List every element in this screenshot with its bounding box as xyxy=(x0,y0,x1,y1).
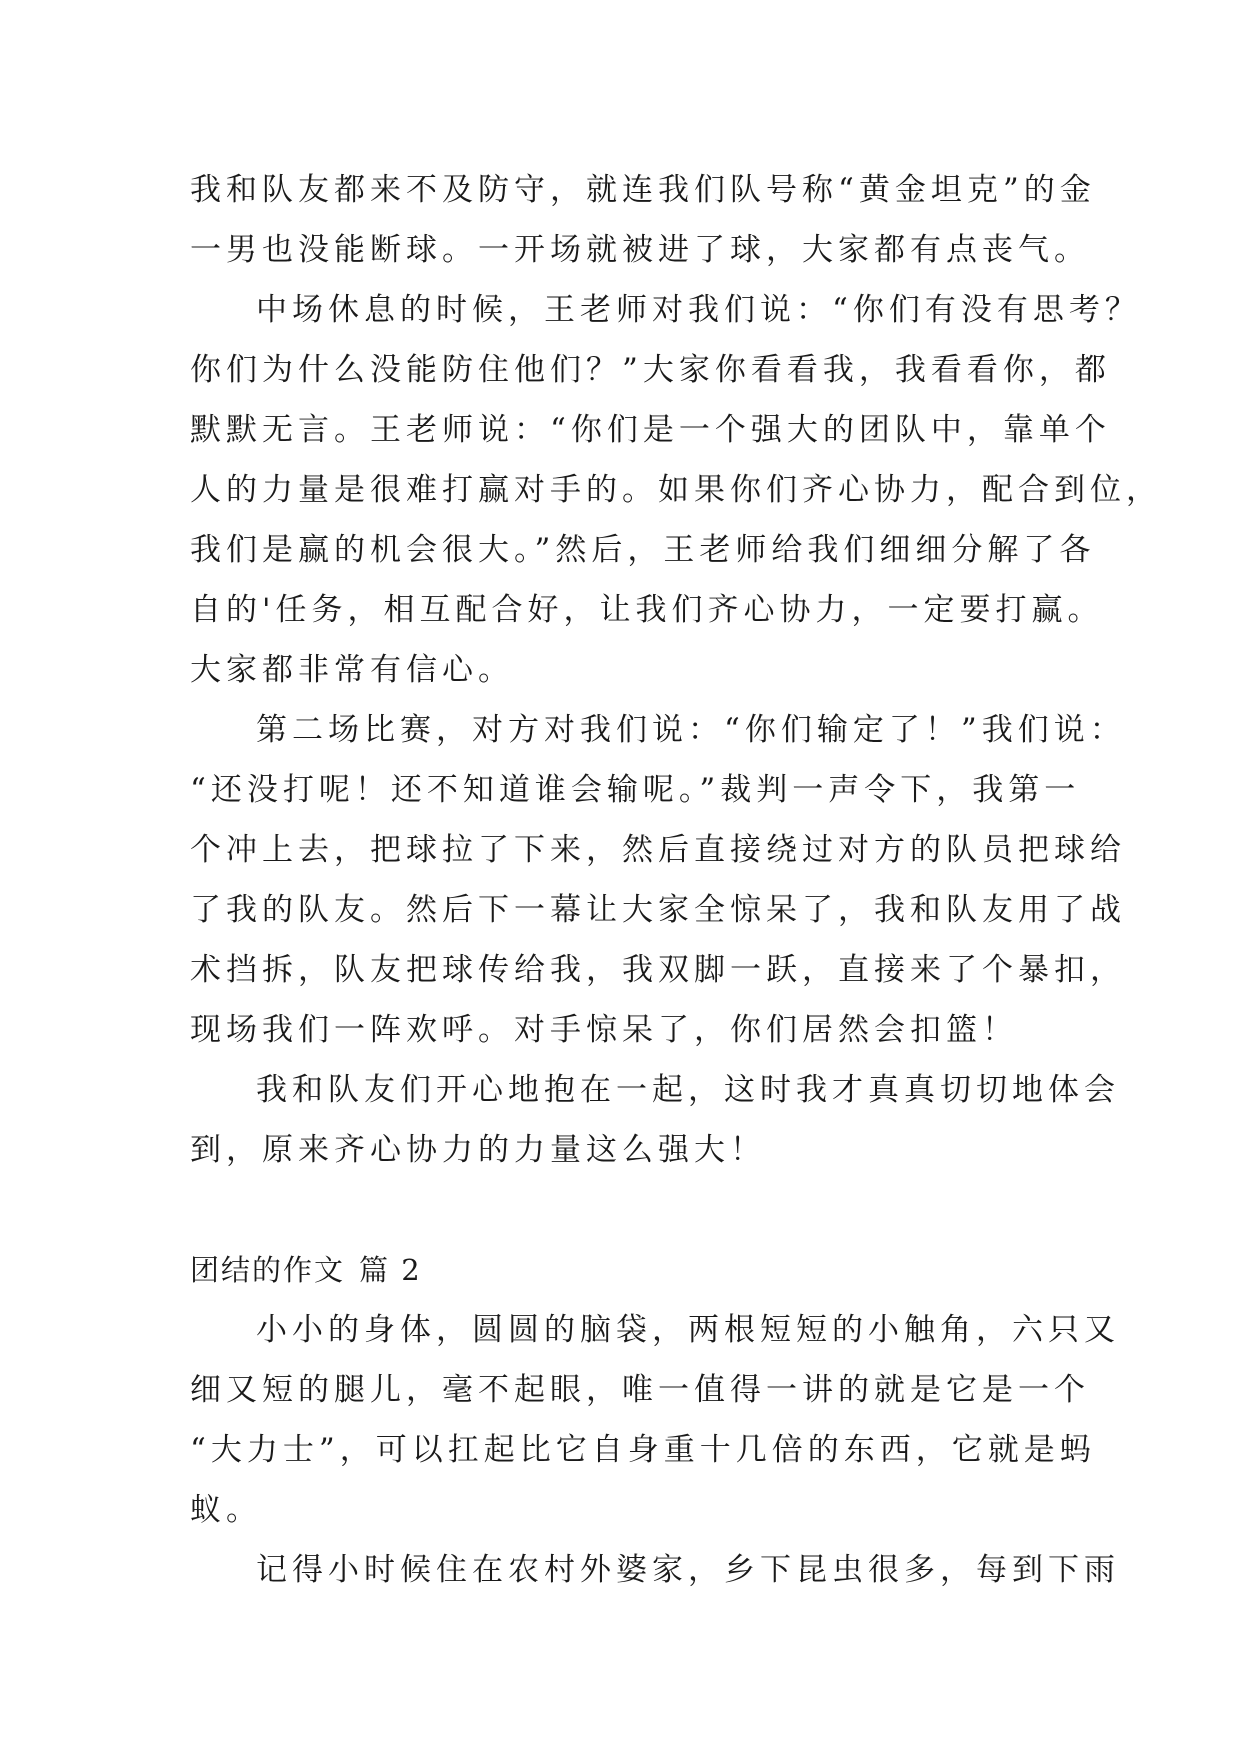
text-line: “大力士”，可以扛起比它自身重十几倍的东西，它就是蚂 xyxy=(190,1432,1096,1468)
text-line: 细又短的腿儿，毫不起眼，唯一值得一讲的就是它是一个 xyxy=(190,1372,1090,1408)
paragraph-second-game xyxy=(190,700,1126,1060)
text-line: 第二场比赛，对方对我们说：“你们输定了！”我们说： xyxy=(256,712,1126,748)
paragraph-ant-description xyxy=(190,1300,1120,1540)
paragraph-conclusion xyxy=(190,1060,1120,1180)
text-line: “还没打呢！还不知道谁会输呢。”裁判一声令下，我第一 xyxy=(190,772,1081,808)
text-line: 小小的身体，圆圆的脑袋，两根短短的小触角，六只又 xyxy=(256,1312,1120,1348)
section-heading xyxy=(190,1240,1070,1300)
text-line: 一男也没能断球。一开场就被进了球，大家都有点丧气。 xyxy=(190,232,1090,268)
text-line: 记得小时候住在农村外婆家，乡下昆虫很多，每到下雨 xyxy=(256,1552,1120,1588)
text-line: 到，原来齐心协力的力量这么强大！ xyxy=(190,1132,766,1168)
text-line: 默默无言。王老师说：“你们是一个强大的团队中，靠单个 xyxy=(190,412,1111,448)
text-line: 术挡拆，队友把球传给我，我双脚一跃，直接来了个暴扣， xyxy=(190,952,1126,988)
document-page xyxy=(190,160,1162,1600)
text-line: 人的力量是很难打赢对手的。如果你们齐心协力，配合到位， xyxy=(190,472,1162,508)
text-line: 蚁。 xyxy=(190,1492,262,1528)
text-line: 大家都非常有信心。 xyxy=(190,652,514,688)
text-line: 了我的队友。然后下一幕让大家全惊呆了，我和队友用了战 xyxy=(190,892,1126,928)
section-number: 篇 2 xyxy=(359,1253,422,1287)
paragraph-halftime xyxy=(190,280,1162,700)
text-line: 我和队友都来不及防守，就连我们队号称“黄金坦克”的金 xyxy=(190,172,1096,208)
text-line: 你们为什么没能防住他们？”大家你看看我，我看看你，都 xyxy=(190,352,1111,388)
section-title: 团结的作文 xyxy=(190,1253,346,1287)
paragraph-intro xyxy=(190,160,1096,280)
text-line: 自的'任务，相互配合好，让我们齐心协力，一定要打赢。 xyxy=(190,592,1104,628)
text-line: 现场我们一阵欢呼。对手惊呆了，你们居然会扣篮！ xyxy=(190,1012,1018,1048)
paragraph-childhood xyxy=(190,1540,1120,1600)
section-spacer xyxy=(190,1180,1070,1240)
text-line: 我们是赢的机会很大。”然后，王老师给我们细细分解了各 xyxy=(190,532,1096,568)
text-line: 我和队友们开心地抱在一起，这时我才真真切切地体会 xyxy=(256,1072,1120,1108)
text-line: 个冲上去，把球拉了下来，然后直接绕过对方的队员把球给 xyxy=(190,832,1126,868)
text-line: 中场休息的时候，王老师对我们说：“你们有没有思考？ xyxy=(256,292,1141,328)
